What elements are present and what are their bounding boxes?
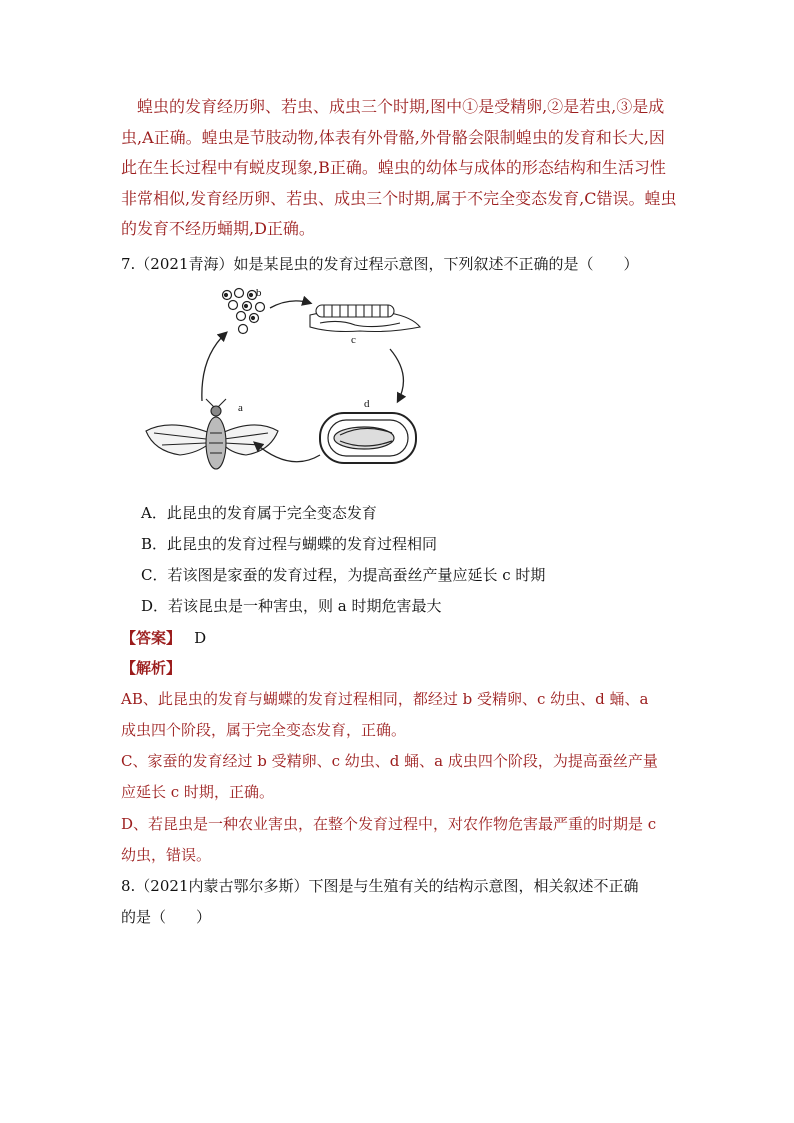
analysis-line-5: D、若昆虫是一种农业害虫，在整个发育过程中，对农作物危害最严重的时期是 c xyxy=(121,815,657,833)
option-d: D．若该昆虫是一种害虫，则 a 时期危害最大 xyxy=(141,597,442,615)
label-c: c xyxy=(351,334,356,346)
adult-moth-illustration xyxy=(146,399,278,469)
insect-life-cycle-figure xyxy=(140,283,430,473)
analysis-tag: 【解析】 xyxy=(121,659,182,677)
answer-tag: 【答案】 xyxy=(121,629,182,647)
label-d: d xyxy=(364,398,370,410)
option-c: C．若该图是家蚕的发育过程，为提高蚕丝产量应延长 c 时期 xyxy=(141,566,546,584)
analysis-line-4: 应延长 c 时期，正确。 xyxy=(121,783,274,801)
answer-row xyxy=(121,627,206,648)
analysis-line-6: 幼虫，错误。 xyxy=(121,846,212,864)
label-a: a xyxy=(238,402,243,414)
option-b: B．此昆虫的发育过程与蝴蝶的发育过程相同 xyxy=(141,535,438,553)
previous-explanation: 蝗虫的发育经历卵、若虫、成虫三个时期,图中①是受精卵,②是若虫,③是成虫,A正确。蝗虫是节肢动物,体表有外骨骼,外骨骼会限制蝗虫的发育和长大,因此在生长过程中有蜕皮现象,B正确。蝗虫的幼体与成体的形态结构和生活习性非常相似,发育经历卵、若虫、成虫三个时期,属于不完全变态发育,C错误。蝗虫的发育不经历蛹期,D正确。 xyxy=(121,97,677,239)
analysis-line-1: AB、此昆虫的发育与蝴蝶的发育过程相同，都经过 b 受精卵、c 幼虫、d 蛹、a xyxy=(121,690,649,708)
pupa-illustration xyxy=(320,413,416,463)
label-b: b xyxy=(256,287,262,299)
question-8-stem-line-2: 的是（ ） xyxy=(121,908,212,926)
question-7-stem: 7.（2021青海）如是某昆虫的发育过程示意图，下列叙述不正确的是（ ） xyxy=(121,255,639,273)
larva-illustration xyxy=(310,305,420,332)
option-a: A．此昆虫的发育属于完全变态发育 xyxy=(141,504,377,522)
analysis-line-3: C、家蚕的发育经过 b 受精卵、c 幼虫、d 蛹、a 成虫四个阶段，为提高蚕丝产量 xyxy=(121,752,658,770)
answer-value: D xyxy=(194,629,207,647)
analysis-line-2: 成虫四个阶段，属于完全变态发育，正确。 xyxy=(121,721,407,739)
question-8-stem-line-1: 8.（2021内蒙古鄂尔多斯）下图是与生殖有关的结构示意图，相关叙述不正确 xyxy=(121,877,639,895)
